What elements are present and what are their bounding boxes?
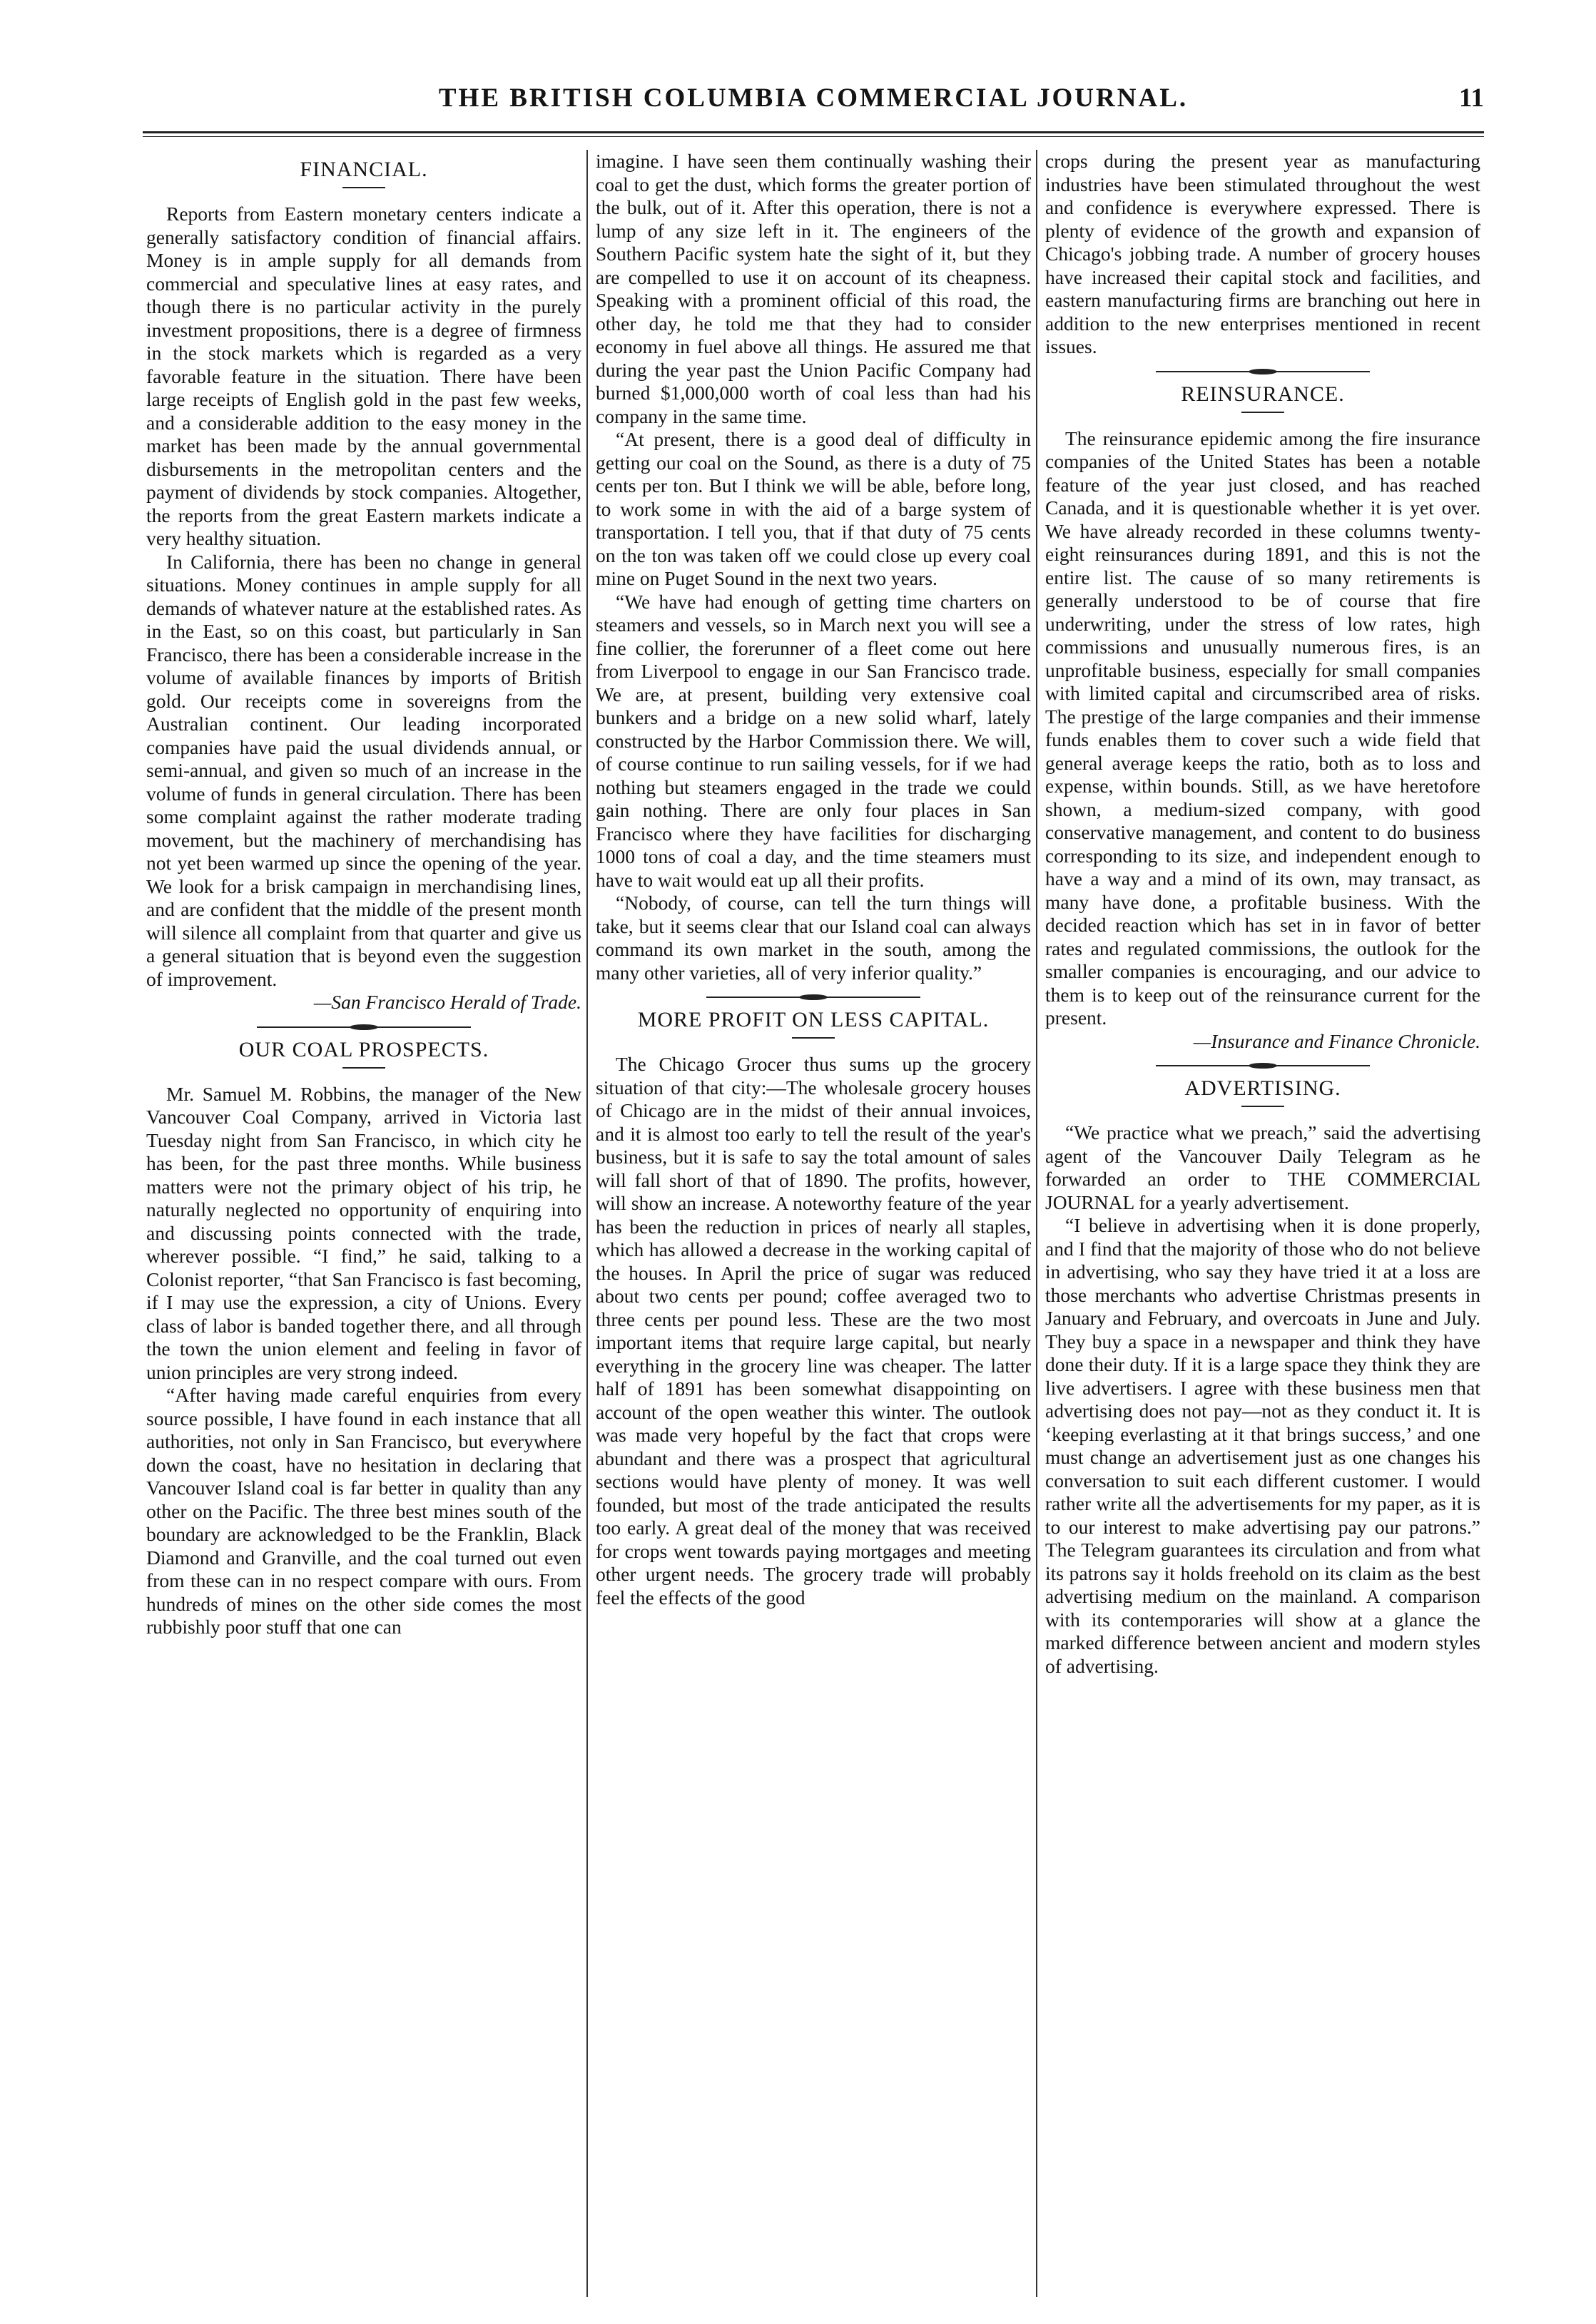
article-source: —San Francisco Herald of Trade.: [313, 991, 581, 1013]
article-paragraph: Mr. Samuel M. Robbins, the manager of the New Vancouver Coal Company, arrived in Victoria last Tuesday night from San Francisco, in which city he has been, for the past three months. While business matters were not the primary object of his trip, he naturally neglected no opportunity of enquiring into and discussing points connected with the trade, wherever possible. “I find,” he said, talking to a Colonist reporter, “that San Francisco is fast becoming, if I may use the expression, a city of Unions. Every class of labor is banded together there, and all through the town the union element and feeling in favor of union principles are very strong indeed.: [146, 1082, 581, 1383]
section-ornament: [706, 994, 920, 1000]
article-heading-financial: FINANCIAL.: [300, 158, 428, 181]
heading-rule: [792, 1037, 835, 1039]
article-paragraph: The reinsurance epidemic among the fire insurance companies of the United States has been a notable feature of the year just closed, and has reached Canada, and it is questionable whether it is yet over. We have already recorded in these columns twenty-eight reinsurances during 1891, and this is not the entire list. The cause of so many retirements is generally understood to be of course that fire underwriting, under the stress of low rates, high commissions and unusually numerous fires, is an unprofitable business, especially for small companies with limited capital and circumscribed area of risks. The prestige of the large companies and their immense funds enables them to cover such a wide field that general average keeps the ratio, both as to loss and expense, within bounds. Still, as we have heretofore shown, a medium-sized company, with good conservative management, and content to do business corresponding to its size, and independent enough to have a way and a mind of its own, may transact, as many have done, a profitable business. With the decided reaction which has set in in favor of better rates and regulated commissions, the outlook for the smaller companies is encouraging, and our advice to them is to keep out of the reinsurance current for the present.: [1045, 427, 1480, 1029]
column-divider: [586, 150, 588, 2297]
article-paragraph: “We have had enough of getting time charters on steamers and vessels, so in March next you will see a fine collier, the forerunner of a fleet come out here from Liverpool to engage in our San Francisco trade. We are, at present, building very extensive coal bunkers and a bridge on a new solid wharf, lately constructed by the Harbor Commission there. We will, of course continue to run sailing vessels, for if we had nothing but steamers engaged in the trade we could gain nothing. There are only four places in San Francisco where they have facilities for discharging 1000 tons of coal a day, and the time steamers must have to wait would eat up all their profits.: [596, 590, 1031, 891]
article-paragraph: “I believe in advertising when it is done properly, and I find that the majority of those who do not believe in advertising, who say they have tried it at a loss are those merchants who advertise Christmas presents in January and February, and overcoats in June and July. They buy a space in a newspaper and think they have done their duty. If it is a large space they think they are live advertisers. I agree with these business men that advertising does not pay—not as they conduct it. It is ‘keeping everlasting at it that brings success,’ and one must change an advertisement just as one changes his conversation to suit each different customer. I would rather write all the advertisements for my paper, as it is to our interest to make advertising pay our patrons.” The Telegram guarantees its circulation and from what its patrons say it holds freehold on its claim as the best advertising medium on the mainland. A comparison with its contemporaries will show at a glance the marked difference between ancient and modern styles of advertising.: [1045, 1214, 1480, 1677]
heading-rule: [342, 1067, 385, 1069]
header-rule: [143, 131, 1484, 137]
column-divider: [1036, 150, 1037, 2297]
masthead-title: THE BRITISH COLUMBIA COMMERCIAL JOURNAL.: [438, 83, 1189, 113]
section-ornament: [257, 1024, 471, 1030]
article-paragraph: In California, there has been no change in general situations. Money continues in ample supply for all demands of whatever nature at the established rates. As in the East, so on this coast, but particularly in San Francisco, there has been a considerable increase in the volume of available finances by imports of British gold. Our receipts come in sovereigns from the Australian continent. Our leading incorporated companies have paid the usual dividends annual, or semi-annual, and given so much of an increase in the volume of funds in general circulation. There has been some complaint against the rather moderate trading movement, but the machinery of merchandising has not yet been warmed up since the opening of the year. We look for a brisk campaign in merchandising lines, and are confident that the middle of the present month will silence all complaint from that quarter and give us a general situation that is beyond even the suggestion of improvement.: [146, 550, 581, 990]
article-paragraph: crops during the present year as manufacturing industries have been stimulated throughout the west and confidence is everywhere expressed. There is plenty of evidence of the growth and expansion of Chicago's jobbing trade. A number of grocery houses have increased their capital stock and facilities, and eastern manufacturing firms are branching out here in addition to the new enterprises mentioned in recent issues.: [1045, 150, 1480, 357]
section-ornament: [1156, 369, 1370, 374]
heading-rule: [342, 187, 385, 188]
column-1: [146, 150, 581, 2297]
article-heading-reinsurance: REINSURANCE.: [1181, 382, 1345, 406]
article-heading-advertising: ADVERTISING.: [1184, 1076, 1341, 1100]
article-paragraph: “Nobody, of course, can tell the turn things will take, but it seems clear that our Island coal can always command its own market in the south, among the many other varieties, all of very inferior quality.”: [596, 892, 1031, 984]
page-number: 11: [1459, 83, 1484, 113]
section-ornament: [1156, 1063, 1370, 1069]
column-3: [1045, 150, 1480, 2297]
article-paragraph: “After having made careful enquiries from every source possible, I have found in each instance that all authorities, not only in San Francisco, but everywhere down the coast, have no hesitation in declaring that Vancouver Island coal is far better in quality than any other on the Pacific. The three best mines south of the boundary are acknowledged to be the Franklin, Black Diamond and Granville, and the coal turned out even from these can in no respect compare with ours. From hundreds of mines on the other side comes the most rubbishly poor stuff that one can: [146, 1384, 581, 1638]
article-heading-coal: OUR COAL PROSPECTS.: [238, 1037, 489, 1061]
article-paragraph: imagine. I have seen them continually washing their coal to get the dust, which forms the greater portion of the bulk, out of it. After this operation, there is not a lump of any size left in it. The engineers of the Southern Pacific system hate the sight of it, but they are compelled to use it on account of its cheapness. Speaking with a prominent official of this road, the other day, he told me that they had to consider economy in fuel above all things. He assured me that during the year past the Union Pacific Company had burned $1,000,000 worth of coal less than had his company in the same time.: [596, 150, 1031, 427]
heading-rule: [1241, 412, 1284, 413]
article-paragraph: “At present, there is a good deal of difficulty in getting our coal on the Sound, as there is a duty of 75 cents per ton. But I think we will be able, before long, to work some in with the aid of a barge system of transportation. I tell you, that if that duty of 75 cents on the ton was taken off we could close up every coal mine on Puget Sound in the next two years.: [596, 428, 1031, 589]
article-paragraph: “We practice what we preach,” said the advertising agent of the Vancouver Daily Telegram as he forwarded an order to THE COMMERCIAL JOURNAL for a yearly advertisement.: [1045, 1121, 1480, 1213]
article-paragraph: Reports from Eastern monetary centers indicate a generally satisfactory condition of financial affairs. Money is in ample supply for all demands from commercial and speculative lines at easy rates, and though there is no particular activity in the purely investment propositions, there is a degree of firmness in the stock markets which is regarded as a very favorable feature in the situation. There have been large receipts of English gold in the past few weeks, and a considerable addition to the easy money in the market has been made by the annual governmental disbursements in the metropolitan centers and the payment of dividends by stock companies. Altogether, the reports from the great Eastern markets indicate a very healthy situation.: [146, 203, 581, 549]
article-source: —Insurance and Finance Chronicle.: [1193, 1029, 1480, 1052]
column-2: [596, 150, 1031, 2297]
article-paragraph: The Chicago Grocer thus sums up the grocery situation of that city:—The wholesale grocery houses of Chicago are in the midst of their annual invoices, and it is almost too early to tell the result of the year's business, but it is safe to say the total amount of sales will fall short of that of 1890. The profits, however, will show an increase. A noteworthy feature of the year has been the reduction in prices of nearly all staples, which has allowed a decrease in the working capital of the houses. In April the price of sugar was reduced about two cents per pound; coffee averaged two to three cents per pound less. These are the two most important items that require large capital, but nearly everything in the grocery line was cheaper. The latter half of 1891 has been somewhat disappointing on account of the open weather this winter. The outlook was made very hopeful by the fact that crops were abundant and there was a prospect that agricultural sections would have plenty of money. It was well founded, but most of the trade anticipated the results too early. A great deal of the money that was received for crops went towards paying mortgages and meeting other urgent needs. The grocery trade will probably feel the effects of the good: [596, 1053, 1031, 1609]
page-header: [143, 83, 1484, 126]
article-heading-profit: MORE PROFIT ON LESS CAPITAL.: [637, 1008, 990, 1031]
heading-rule: [1241, 1106, 1284, 1107]
